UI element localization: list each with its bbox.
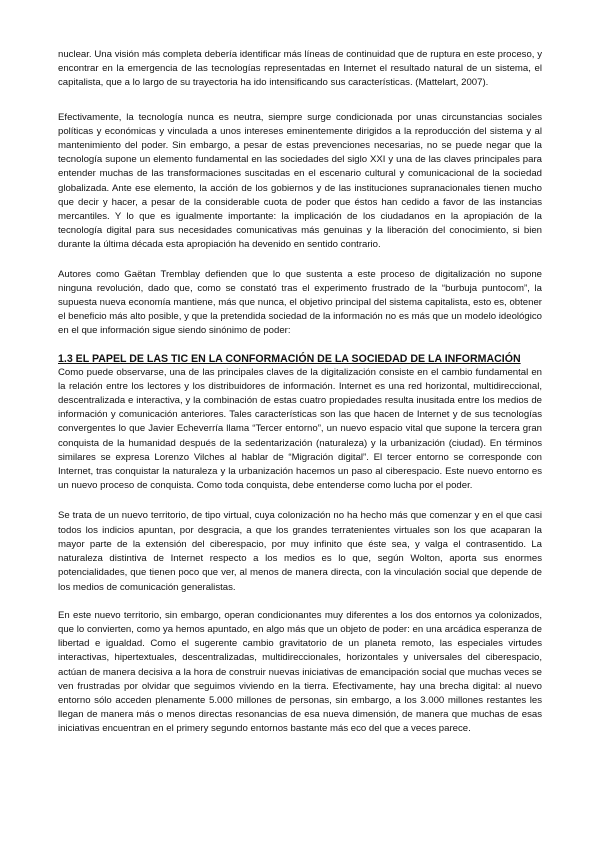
paragraph-technology-not-neutral: Efectivamente, la tecnología nunca es neutra, siempre surge condicionada por unas circunstancias sociales políticas y económicas y vinculada a unos intereses eminentemente dirigidos a la reproducción del sistema y al mantenimiento del poder. Sin embargo, a pesar de estas prevenciones necesarias, no se puede negar que la tecnología supone un elemento fundamental en las sociedades del siglo XXI y una de las claves principales para entender muchas de las transformaciones suscitadas en el escenario cultural y comunicacional de la sociedad globalizada. Ante ese elemento, la acción de los gobiernos y de las instituciones supranacionales tienen mucho que decir y hacer, a pesar de la considerable cuota de poder que éstos han cedido a favor de las instancias mercantiles. Y lo que es igualmente importante: la implicación de los ciudadanos en la apropiación de la tecnología digital para sus necesidades comunicativas más genuinas y la liberación del conocimiento, si bien durante la última década esta apropiación ha devenido en sentido contrario. [58,111,542,251]
section-heading: 1.3 EL PAPEL DE LAS TIC EN LA CONFORMACIÓN DE LA SOCIEDAD DE LA INFORMACIÓN [58,352,521,365]
paragraph-new-territory: Se trata de un nuevo territorio, de tipo virtual, cuya colonización no ha hecho más que comenzar y en el que casi todos los indicios apuntan, por desgracia, a que los grandes terratenientes virtuales son los que acaparan la mayor parte de la extensión del ciberespacio, por muy infinito que éste sea, y valga el contrasentido. La naturaleza distintiva de Internet respecto a los medios es lo que, según Wolton, aporta sus enormes potencialidades, que tienen poco que ver, al menos de manera directa, con la vinculación social que depende de los medios de comunicación generalistas. [58,510,542,593]
paragraph-digital-divide: En este nuevo territorio, sin embargo, operan condicionantes muy diferentes a los dos entornos ya colonizados, que lo convierten, como ya hemos apuntado, en algo más que un objeto de poder: en una arcádica esperanza de libertad e igualdad. Como el sugerente cambio gravitatorio de un planeta remoto, las especiales virtudes interactivas, hipertextuales, descentralizadas, multidireccionales, horizontales y universales del ciberespacio, actúan de manera decisiva a la hora de construir nuevas iniciativas de emancipación social que muchas veces se ven frustradas por olvidar que seguimos viviendo en la tierra. Efectivamente, hay una brecha digital: al nuevo entorno sólo acceden plenamente 5.000 millones de personas, sin embargo, a los 3.000 millones restantes les llegan de manera más o menos directas resonancias de esa nueva dimensión, de manera que muchas de esas iniciativas encuentran en el primery segundo entornos bastante más eco del que a veces parece. [58,609,542,735]
paragraph-tremblay: Autores como Gaëtan Tremblay defienden que lo que sustenta a este proceso de digitalización no supone ninguna revolución, dado que, como se constató tras el experimento frustrado de la “burbuja puntocom”, la supuesta nueva economía mantiene, más que nunca, el objetivo principal del sistema capitalista, esto es, obtener el beneficio más alto posible, y que la pretendida sociedad de la información no es más que un modelo ideológico en el que información sigue siendo sinónimo de poder: [58,268,542,337]
paragraph-digitalization-keys: Como puede observarse, una de las principales claves de la digitalización consiste en el cambio fundamental en la relación entre los lectores y los distribuidores de información. Internet es una red horizontal, multidireccional, descentralizada e interactiva, y la combinación de estas cuatro propiedades resulta inusitada entre los medios de información y comunicación anteriores. Tales características son las que hacen de Internet y de sus tecnologías convergentes lo que Javier Echeverría llama “Tercer entorno”, un nuevo espacio vital que supone la tercera gran conquista de la humanidad después de la sedentarización (naturaleza) y la urbanización (ciudad). En términos similares se expresa Lorenzo Vilches al hablar de “Migración digital”. El tercer entorno se corresponde con Internet, tras conquistar la naturaleza y la urbanización hacemos un paso al ciberespacio. Este nuevo entorno es un nuevo proceso de conquista. Como toda conquista, debe entenderse como lucha por el poder. [58,366,542,492]
paragraph-intro-continuation: nuclear. Una visión más completa debería identificar más líneas de continuidad que de ruptura en este proceso, y encontrar en la emergencia de las tecnologías representadas en Internet el resultado natural de un sistema, el capitalista, que a lo largo de su trayectoria ha ido intensificando sus características. (Mattelart, 2007). [58,49,542,89]
